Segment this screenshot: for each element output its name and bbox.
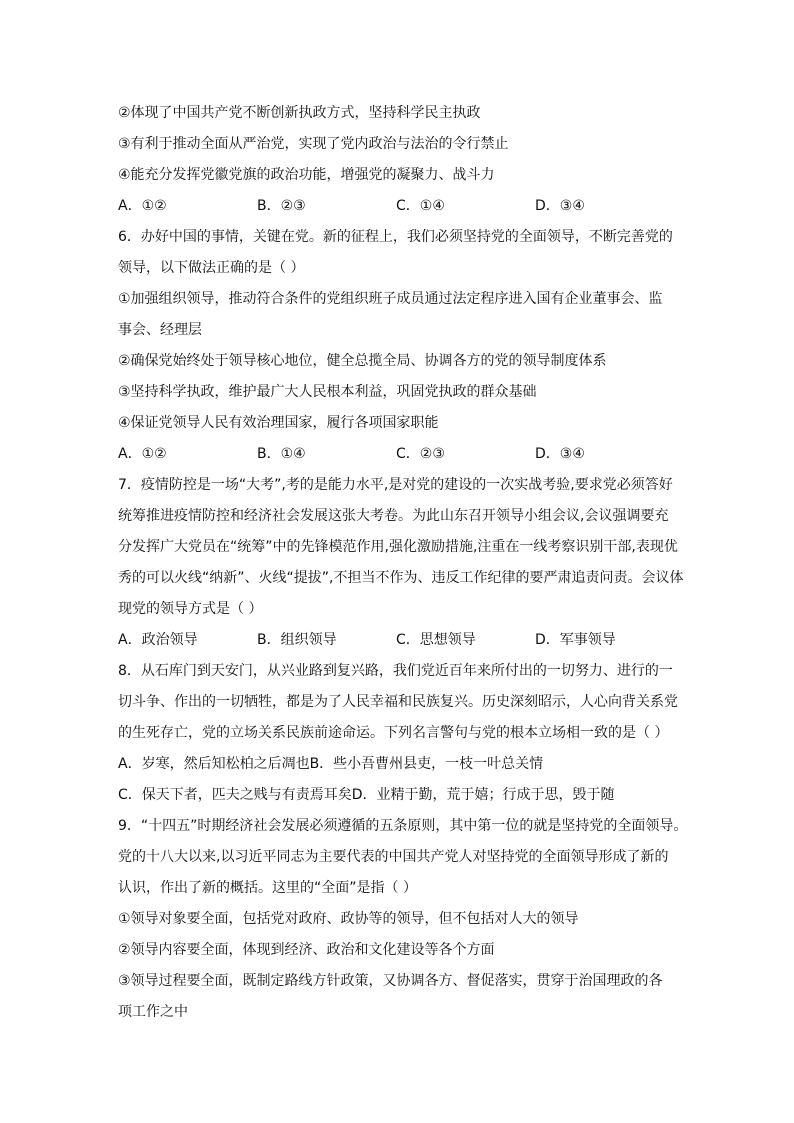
q7-option-b: B．组织领导 (257, 632, 337, 648)
q6-options (118, 439, 684, 470)
exam-page (118, 98, 688, 1028)
q7-options (118, 625, 684, 656)
q6-statement-3: ③坚持科学执政，维护最广大人民根本利益，巩固党执政的群众基础 (118, 384, 537, 400)
q6-stem-line-1: 6．办好中国的事情，关键在党。新的征程上，我们必须坚持党的全面领导，不断完善党的 (118, 229, 673, 245)
q8-option-d: D．业精于勤，荒于嬉；行成于思，毁于随 (351, 787, 615, 803)
q5-statement-3: ③有利于推动全面从严治党，实现了党内政治与法治的令行禁止 (118, 136, 509, 152)
q8-line-1: 8．从石库门到天安门，从兴业路到复兴路，我们党近百年来所付出的一切努力、进行的一 (118, 663, 673, 679)
q7-line-3: 分发挥广大党员在“统筹”中的先锋模范作用,强化激励措施,注重在一线考察识别干部,表现优 (118, 539, 678, 555)
q6-statement-1a: ①加强组织领导，推动符合条件的党组织班子成员通过法定程序进入国有企业董事会、监 (118, 291, 663, 307)
q9-line-1: 9．“十四五”时期经济社会发展必须遵循的五条原则，其中第一位的就是坚持党的全面领导。 (118, 818, 688, 834)
q6-stem-line-2: 领导，以下做法正确的是（ ） (118, 260, 305, 276)
q6-option-c: C．②③ (396, 446, 445, 462)
q9-line-3: 认识，作出了新的概括。这里的“全面”是指（ ） (118, 880, 417, 896)
q6-option-d: D．③④ (535, 446, 585, 462)
q8-option-a: A．岁寒，然后知松柏之后凋也 (118, 756, 310, 772)
q8-options-cd (118, 780, 684, 811)
q9-line-2: 党的十八大以来,以习近平同志为主要代表的中国共产党人对坚持党的全面领导形成了新的 (118, 849, 669, 865)
q7-option-d: D．军事领导 (535, 632, 616, 648)
q6-option-b: B．①④ (257, 446, 306, 462)
q8-options-ab (118, 749, 684, 780)
q7-line-5: 现党的领导方式是（ ） (118, 601, 263, 617)
q7-option-c: C．思想领导 (396, 632, 476, 648)
q6-statement-2: ②确保党始终处于领导核心地位，健全总揽全局、协调各方的党的领导制度体系 (118, 353, 607, 369)
q7-line-1: 7．疫情防控是一场“大考”,考的是能力水平,是对党的建设的一次实战考验,要求党必须答好 (118, 477, 673, 493)
q5-option-a: A．①② (118, 198, 167, 214)
q9-statement-2: ②领导内容要全面，体现到经济、政治和文化建设等各个方面 (118, 942, 495, 958)
q7-line-4: 秀的可以火线“纳新”、火线“提拔”,不担当不作为、违反工作纪律的要严肃追责问责。会议体 (118, 570, 684, 586)
q5-option-c: C．①④ (396, 198, 445, 214)
q7-line-2: 统筹推进疫情防控和经济社会发展这张大考卷。为此山东召开领导小组会议,会议强调要充 (118, 508, 669, 524)
q5-statement-4: ④能充分发挥党徽党旗的政治功能，增强党的凝聚力、战斗力 (118, 167, 495, 183)
q7-option-a: A．政治领导 (118, 632, 198, 648)
q5-statement-2: ②体现了中国共产党不断创新执政方式，坚持科学民主执政 (118, 105, 481, 121)
q8-option-c: C．保天下者，匹夫之贱与有责焉耳矣 (118, 787, 352, 803)
q8-line-3: 的生死存亡，党的立场关系民族前途命运。下列名言警句与党的根本立场相一致的是（ ） (118, 725, 669, 741)
q9-statement-3a: ③领导过程要全面，既制定路线方针政策，又协调各方、督促落实，贯穿于治国理政的各 (118, 973, 663, 989)
q6-statement-1b: 事会、经理层 (118, 322, 202, 338)
q5-option-d: D．③④ (535, 198, 585, 214)
q6-option-a: A．①② (118, 446, 167, 462)
q8-line-2: 切斗争、作出的一切牺牲，都是为了人民幸福和民族复兴。历史深刻昭示，人心向背关系党 (118, 694, 678, 710)
q5-option-b: B．②③ (257, 198, 306, 214)
q6-statement-4: ④保证党领导人民有效治理国家，履行各项国家职能 (118, 415, 439, 431)
q5-options (118, 191, 684, 222)
q8-option-b: B．些小吾曹州县吏，一枝一叶总关情 (309, 756, 544, 772)
q9-statement-1: ①领导对象要全面，包括党对政府、政协等的领导，但不包括对人大的领导 (118, 911, 579, 927)
q9-statement-3b: 项工作之中 (118, 1004, 188, 1020)
